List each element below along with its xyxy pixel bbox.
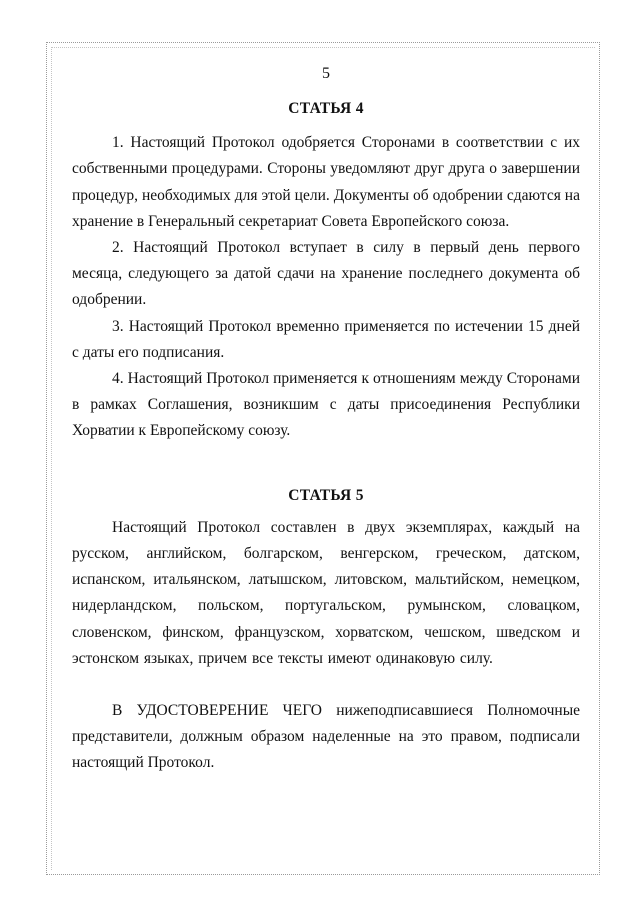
article-4-paragraph-4: 4. Настоящий Протокол применяется к отношениям между Сторонами в рамках Соглашения, возникшим с даты присоединения Республики Хорватии к Европейскому союзу. (72, 370, 580, 440)
page-number: 5 (322, 65, 330, 82)
article-4-paragraph-3: 3. Настоящий Протокол временно применяется по истечении 15 дней с даты его подписания. (72, 317, 580, 361)
article-4-paragraph-1: 1. Настоящий Протокол одобряется Сторонами в соответствии с их собственными процедурами. Стороны уведомляют друг друга о завершении процедур, необходимых для этой цели. Документы об одобрении сдаются на хранение в Генеральный секретариат Совета Европейского союза. (72, 134, 580, 230)
article-5-title: СТАТЬЯ 5 (288, 486, 364, 504)
witness-clause: В УДОСТОВЕРЕНИЕ ЧЕГО нижеподписавшиеся Полномочные представители, должным образом наделенные на это правом, подписали настоящий Протокол. (72, 702, 580, 772)
article-4-title: СТАТЬЯ 4 (288, 100, 364, 117)
article-5-paragraph-1: Настоящий Протокол составлен в двух экземплярах, каждый на русском, английском, болгарском, венгерском, греческом, датском, испанском, итальянском, латышском, литовском, мальтийском, немецком, нидерландском, польском, португальском, румынском, словацком, словенском, финском, французском, хорватском, чешском, шведском и эстонском языках, причем все тексты имеют одинаковую силу. (72, 518, 580, 667)
article-4-paragraph-2: 2. Настоящий Протокол вступает в силу в первый день первого месяца, следующего за датой сдачи на хранение последнего документа об одобрении. (72, 239, 580, 309)
document-body (72, 62, 580, 777)
